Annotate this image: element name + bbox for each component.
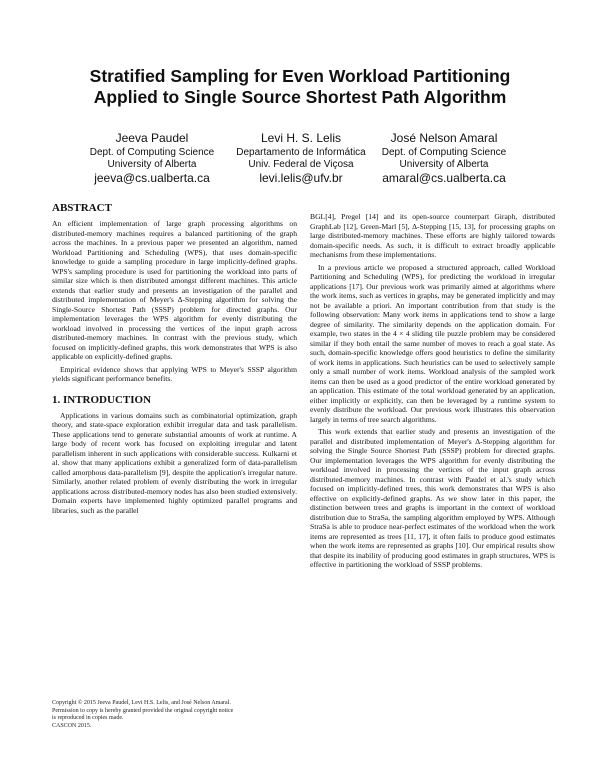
footnote-line: Permission to copy is hereby granted provided the original copyright notice	[52, 707, 234, 714]
footnote-line: is reproduced in copies made.	[52, 715, 124, 722]
author-email: amaral@cs.ualberta.ca	[382, 171, 506, 185]
author-block-3	[354, 131, 534, 185]
author-dept: Departamento de Informática	[236, 147, 366, 158]
abstract-heading: ABSTRACT	[52, 202, 112, 214]
title-line-2: Applied to Single Source Shortest Path Algorithm	[93, 87, 507, 107]
body-paragraph: BGL[4], Pregel [14] and its open-source counterpart Giraph, distributed GraphLab [12], Green-Marl [5], Δ-Stepping [15, 13], for processing graphs on large distributed-memory machines. These efforts are highly tailored towards domain-specific needs. As such, it is difficult to extract broadly applicable mechanisms from these implementations.	[310, 212, 555, 259]
intro-paragraph: Applications in various domains such as combinatorial optimization, graph theory, and state-space exploration exhibit irregular data and task parallelism. These applications tend to generate substantial amounts of work at runtime. A large body of recent work has focused on exploiting irregular and latent parallelism inherent in such applications with considerable success. Kulkarni et al. show that many applications exhibit a generalized form of data-parallelism called amorphous data-parallelism [9], despite the application's irregular nature. Similarly, another related problem of evenly distributing the work in irregular applications across distributed-memory nodes has also been studied extensively. Domain experts have implemented highly optimized parallel programs and libraries, such as the parallel	[52, 410, 297, 515]
body-paragraph: In a previous article we proposed a structured approach, called Workload Partitioning and Scheduling (WPS), for predicting the workload in irregular applications [17]. Our previous work was primarily aimed at algorithms where the work items, such as vertices in graphs, may be generated implicitly and may not be available a priori. An important contribution from that study is the following observation: Many work items in applications tend to show a large degree of similarity. The similarity depends on the application domain. For example, two states in the 4 × 4 sliding tile puzzle problem may be considered similar if they both entail the same number of moves to reach a goal state. As such, domain-specific knowledge offers good heuristics to define the similarity of work items in applications. Such heuristics can be used to selectively sample only a small number of work items. Workload analysis of the sampled work items can then be used as a good predictor of the entire workload generated by an application. This estimate of the total workload generated by an application, either implicitly or explicitly, can then be leveraged by a runtime system to evenly distribute the workload. Our previous work illustrates this observation largely in terms of tree search algorithms.	[310, 262, 555, 424]
author-dept: Dept. of Computing Science	[89, 147, 215, 158]
abstract-paragraph: An efficient implementation of large graph processing algorithms on distributed-memory machines requires a balanced partitioning of the graph across the machines. In a previous paper we presented an algorithm, named Workload Partitioning and Scheduling (WPS), that uses domain-specific knowledge to guide a sampling procedure in large implicitly-defined graphs. WPS's sampling procedure is used for partitioning the workload into parts of similar size which is then distributed amongst different machines. This article extends that earlier study and presents an investigation of the parallel and distributed implementation of Meyer's Δ-Stepping algorithm for solving the Single-Source Shortest Path (SSSP) problem for directed graphs. Our implementation leverages the WPS algorithm for evenly distributing the workload involved in processing the vertices of the input graph across distributed-memory machines. In contrast with the previous study, which focused on implicitly-defined graphs, this work demonstrates that WPS is also applicable on explicitly-defined graphs.	[52, 219, 297, 361]
author-name: José Nelson Amaral	[390, 131, 498, 145]
author-name: Levi H. S. Lelis	[260, 131, 342, 145]
copyright-footnote	[52, 700, 300, 730]
paper-title	[40, 66, 560, 108]
author-univ: University of Alberta	[399, 158, 489, 170]
introduction-heading: 1. INTRODUCTION	[52, 393, 152, 406]
footnote-line: CASCON 2015.	[52, 722, 92, 729]
left-column	[52, 198, 297, 518]
author-email: jeeva@cs.ualberta.ca	[94, 171, 210, 185]
author-univ: University of Alberta	[107, 158, 197, 170]
footnote-line: Copyright © 2015 Jeeva Paudel, Levi H.S. Lelis, and José Nelson Amaral.	[52, 700, 231, 706]
right-column	[310, 212, 555, 573]
body-paragraph: This work extends that earlier study and presents an investigation of the parallel and distributed implementation of Meyer's Δ-Stepping algorithm for solving the Single Source Shortest Path (SSSP) problem for directed graphs. Our implementation leverages the WPS algorithm for evenly distributing the workload involved in processing the vertices of the input graph across distributed-memory machines. In contrast with Paudel et al.'s study which focused on implicitly-defined trees, this work demonstrates that WPS is also effective on explicitly-defined graphs. As we show later in this paper, the distinction between trees and graphs is important in the context of workload distribution due to StraSa, the sampling algorithm employed by WPS. Although StraSa is able to produce near-perfect estimates of the workload when the work items are represented as trees [11, 17], it often fails to produce good estimates when the work items are represented as graphs [10]. Our empirical results show that despite its inability of producing good estimates in graph structures, WPS is effective in partitioning the workload of SSSP problems.	[310, 427, 555, 569]
abstract-paragraph: Empirical evidence shows that applying WPS to Meyer's SSSP algorithm yields significant performance benefits.	[52, 364, 297, 383]
author-name: Jeeva Paudel	[115, 131, 189, 145]
author-univ: Univ. Federal de Viçosa	[248, 158, 354, 170]
author-dept: Dept. of Computing Science	[381, 147, 507, 158]
author-email: levi.lelis@ufv.br	[259, 171, 343, 185]
title-line-1: Stratified Sampling for Even Workload Partitioning	[89, 66, 511, 86]
